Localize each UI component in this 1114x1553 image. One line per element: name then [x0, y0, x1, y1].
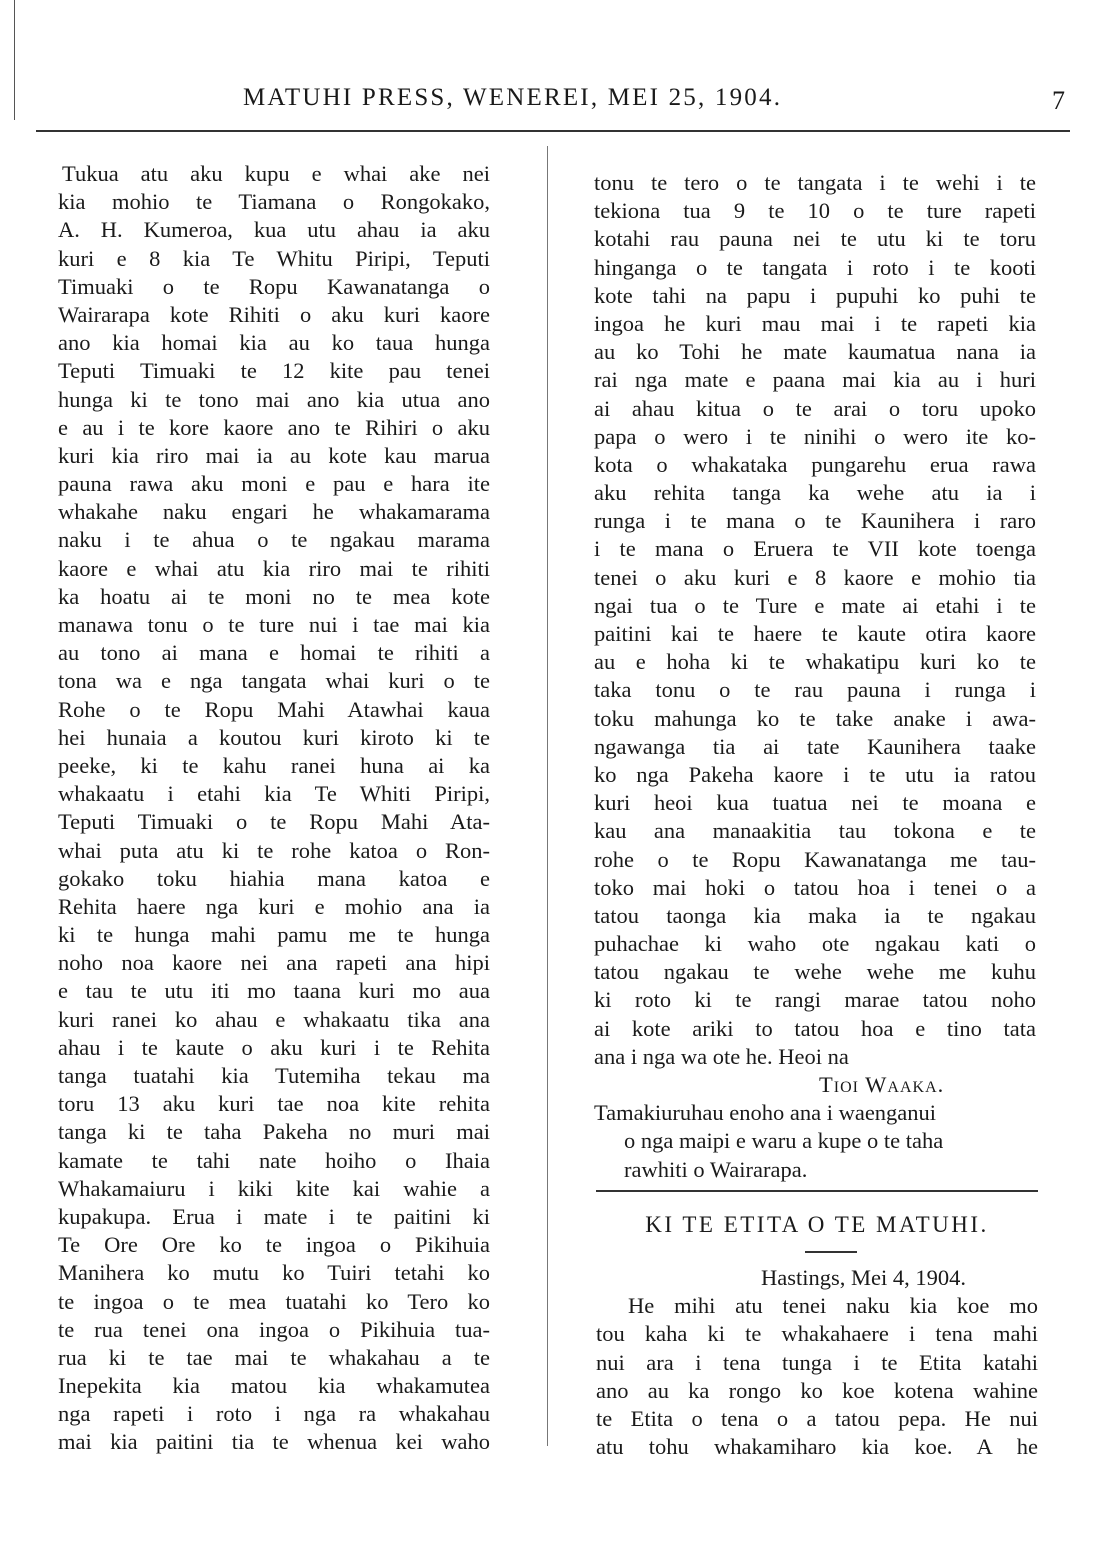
text-line: nga rapeti i roto i nga ra whakahau: [58, 1401, 490, 1427]
section-rule: [596, 1190, 1038, 1192]
text-line: te rua tenei ona ingoa o Pikihuia tua-: [58, 1316, 490, 1342]
page-number: 7: [1052, 86, 1065, 115]
text-line: Teputi Timuaki o te Ropu Mahi Ata-: [58, 809, 490, 835]
text-line: mai kia paitini tia te whenua kei waho: [58, 1429, 490, 1455]
text-line: kuri ranei ko ahau e whakaatu tika ana: [58, 1006, 490, 1032]
letter-body: [596, 1264, 1038, 1461]
text-line: Inepekita kia matou kia whakamutea: [58, 1373, 490, 1399]
text-line: aku rehita tanga ka wehe atu ia i: [594, 480, 1036, 506]
signature: Tioi Waaka.: [819, 1072, 945, 1097]
page-title: MATUHI PRESS, WENEREI, MEI 25, 1904.: [243, 84, 783, 111]
text-line: tonu te tero o te tangata i te wehi i te: [594, 170, 1036, 195]
text-line: ko nga Pakeha kaore i te utu ia ratou: [594, 761, 1036, 787]
text-line: ai ahau kitua o te arai o toru upoko: [594, 395, 1036, 421]
text-line: tekiona tua 9 te 10 o te ture rapeti: [594, 198, 1036, 224]
text-line: tanga tuatahi kia Tutemiha tekau ma: [58, 1063, 490, 1088]
text-line: nui ara i tena tunga i te Etita katahi: [596, 1349, 1038, 1375]
text-line: whakahe naku engari he whakamarama: [58, 499, 490, 525]
text-line: ki te hunga mahi pamu me te hunga: [58, 922, 490, 948]
text-line: tatou taonga kia maka ia te ngakau: [594, 902, 1036, 928]
text-line: whakaatu i etahi kia Te Whiti Piripi,: [58, 781, 490, 807]
text-line: kota o whakataka pungarehu erua rawa: [594, 451, 1036, 477]
text-line: kau ana manaakitia tau tokona e te: [594, 818, 1036, 844]
text-line: taka tonu o te rau pauna i runga i: [594, 677, 1036, 703]
header-rule: [36, 130, 1070, 132]
text-line: tatou ngakau te wehe wehe me kuhu: [594, 959, 1036, 985]
text-line: Rohe o te Ropu Mahi Atawhai kaua: [58, 696, 490, 722]
text-line: noho noa kaore nei ana rapeti ana hipi: [58, 950, 490, 976]
text-line: rai nga mate e paana mai kia au i huri: [594, 367, 1036, 393]
text-line: kupakupa. Erua i mate i te paitini ki: [58, 1203, 490, 1229]
text-line: Te Ore Ore ko te ingoa o Pikihuia: [58, 1232, 490, 1258]
text-line: te ingoa o te mea tuatahi ko Tero ko: [58, 1288, 490, 1314]
text-line: e au i te kore kaore ano te Rihiri o aku: [58, 414, 490, 440]
text-line: toku mahunga ko te take anake i awa-: [594, 705, 1036, 731]
running-head: [0, 84, 1114, 124]
text-line: ngai tua o te Ture e mate ai etahi i te: [594, 592, 1036, 618]
text-line: He mihi atu tenei naku kia koe mo: [628, 1293, 1038, 1319]
text-line: whai puta atu ki te rohe katoa o Ron-: [58, 837, 490, 863]
text-line: au ko Tohi he mate kaumatua nana ia: [594, 339, 1036, 365]
text-line: ai kote ariki to tatou hoa e tino tata: [594, 1015, 1036, 1041]
text-line: kamate te tahi nate hoiho o Ihaia: [58, 1147, 490, 1173]
text-line: hunga ki te tono mai ano kia utua ano: [58, 386, 490, 412]
text-line: Timuaki o te Ropu Kawanatanga o: [58, 273, 490, 299]
text-line: tou kaha ki te whakahaere i tena mahi: [596, 1321, 1038, 1347]
dateline: Hastings, Mei 4, 1904.: [761, 1265, 966, 1290]
text-line: hei hunaia a koutou kuri kiroto ki te: [58, 724, 490, 750]
text-line: kia mohio te Tiamana o Rongokako,: [58, 189, 490, 215]
text-line: Manihera ko mutu ko Tuiri tetahi ko: [58, 1260, 490, 1286]
text-line: manawa tonu o te ture nui i tae mai kia: [58, 612, 490, 637]
text-line: toru 13 aku kuri tae noa kite rehita: [58, 1091, 490, 1117]
text-line: ano kia homai kia au ko taua hunga: [58, 330, 490, 356]
text-line: kuri kia riro mai ia au kote kau marua: [58, 442, 490, 468]
text-line: naku i te ahua o te ngakau marama: [58, 527, 490, 553]
text-line: Tukua atu aku kupu e whai ake nei: [62, 161, 490, 186]
text-line: kaore e whai atu kia riro mai te rihiti: [58, 555, 490, 581]
section-heading: KI TE ETITA O TE MATUHI.: [645, 1212, 989, 1237]
text-line: rua ki te tae mai te whakahau a te: [58, 1344, 490, 1370]
left-column: [58, 160, 490, 1457]
text-line: runga i te mana o te Kaunihera i raro: [594, 508, 1036, 534]
text-line: atu tohu whakamiharo kia koe. A he: [596, 1434, 1038, 1460]
text-line: pauna rawa aku moni e pau e hara ite: [58, 471, 490, 497]
text-line: puhachae ki waho ote ngakau kati o: [594, 931, 1036, 957]
text-line: kote tahi na papu i pupuhi ko puhi te: [594, 282, 1036, 308]
text-line: peeke, ki te kahu ranei huna ai ka: [58, 752, 490, 778]
text-line: ano au ka rongo ko koe kotena wahine: [596, 1377, 1038, 1403]
text-line: kuri e 8 kia Te Whitu Piripi, Teputi: [58, 245, 490, 271]
text-line: Whakamaiuru i kiki kite kai wahie a: [58, 1175, 490, 1201]
heading-underline: [805, 1251, 857, 1253]
text-line: ka hoatu ai te moni no te mea kote: [58, 583, 490, 609]
address-line: rawhiti o Wairarapa.: [624, 1156, 808, 1182]
right-column: [594, 169, 1036, 1184]
column-divider: [547, 146, 548, 1446]
text-line: au e hoha ki te whakatipu kuri ko te: [594, 649, 1036, 675]
address-line: Tamakiuruhau enoho ana i waenganui: [594, 1100, 937, 1126]
text-line: rohe o te Ropu Kawanatanga me tau-: [594, 846, 1036, 872]
text-line: gokako toku hiahia mana katoa e: [58, 865, 490, 891]
text-line: toko mai hoki o tatou hoa i tenei o a: [594, 874, 1036, 900]
text-line: tona wa e nga tangata whai kuri o te: [58, 668, 490, 694]
text-line: ahau i te kaute o aku kuri i te Rehita: [58, 1034, 490, 1060]
text-line: Teputi Timuaki te 12 kite pau tenei: [58, 358, 490, 384]
text-line: te Etita o tena o a tatou pepa. He nui: [596, 1405, 1038, 1431]
text-line: e tau te utu iti mo taana kuri mo aua: [58, 978, 490, 1004]
text-line: A. H. Kumeroa, kua utu ahau ia aku: [58, 217, 490, 243]
text-line: kuri heoi kua tuatua nei te moana e: [594, 790, 1036, 816]
text-line: tenei o aku kuri e 8 kaore e mohio tia: [594, 564, 1036, 590]
text-line: ana i nga wa ote he. Heoi na: [594, 1043, 849, 1069]
text-line: papa o wero i te ninihi o wero ite ko-: [594, 423, 1036, 449]
address-line: o nga maipi e waru a kupe o te taha: [624, 1128, 944, 1154]
text-line: hinganga o te tangata i roto i te kooti: [594, 254, 1036, 280]
text-line: ki roto ki te rangi marae tatou noho: [594, 987, 1036, 1013]
text-line: Rehita haere nga kuri e mohio ana ia: [58, 893, 490, 919]
text-line: i te mana o Eruera te VII kote toenga: [594, 536, 1036, 562]
text-line: kotahi rau pauna nei te utu ki te toru: [594, 226, 1036, 252]
text-line: Wairarapa kote Rihiti o aku kuri kaore: [58, 301, 490, 327]
text-line: ngawanga tia ai tate Kaunihera taake: [594, 733, 1036, 759]
text-line: tanga ki te taha Pakeha no muri mai: [58, 1119, 490, 1145]
text-line: ingoa he kuri mau mai i te rapeti kia: [594, 310, 1036, 336]
text-line: au tono ai mana e homai te rihiti a: [58, 640, 490, 666]
text-line: paitini kai te haere te kaute otira kaore: [594, 621, 1036, 646]
